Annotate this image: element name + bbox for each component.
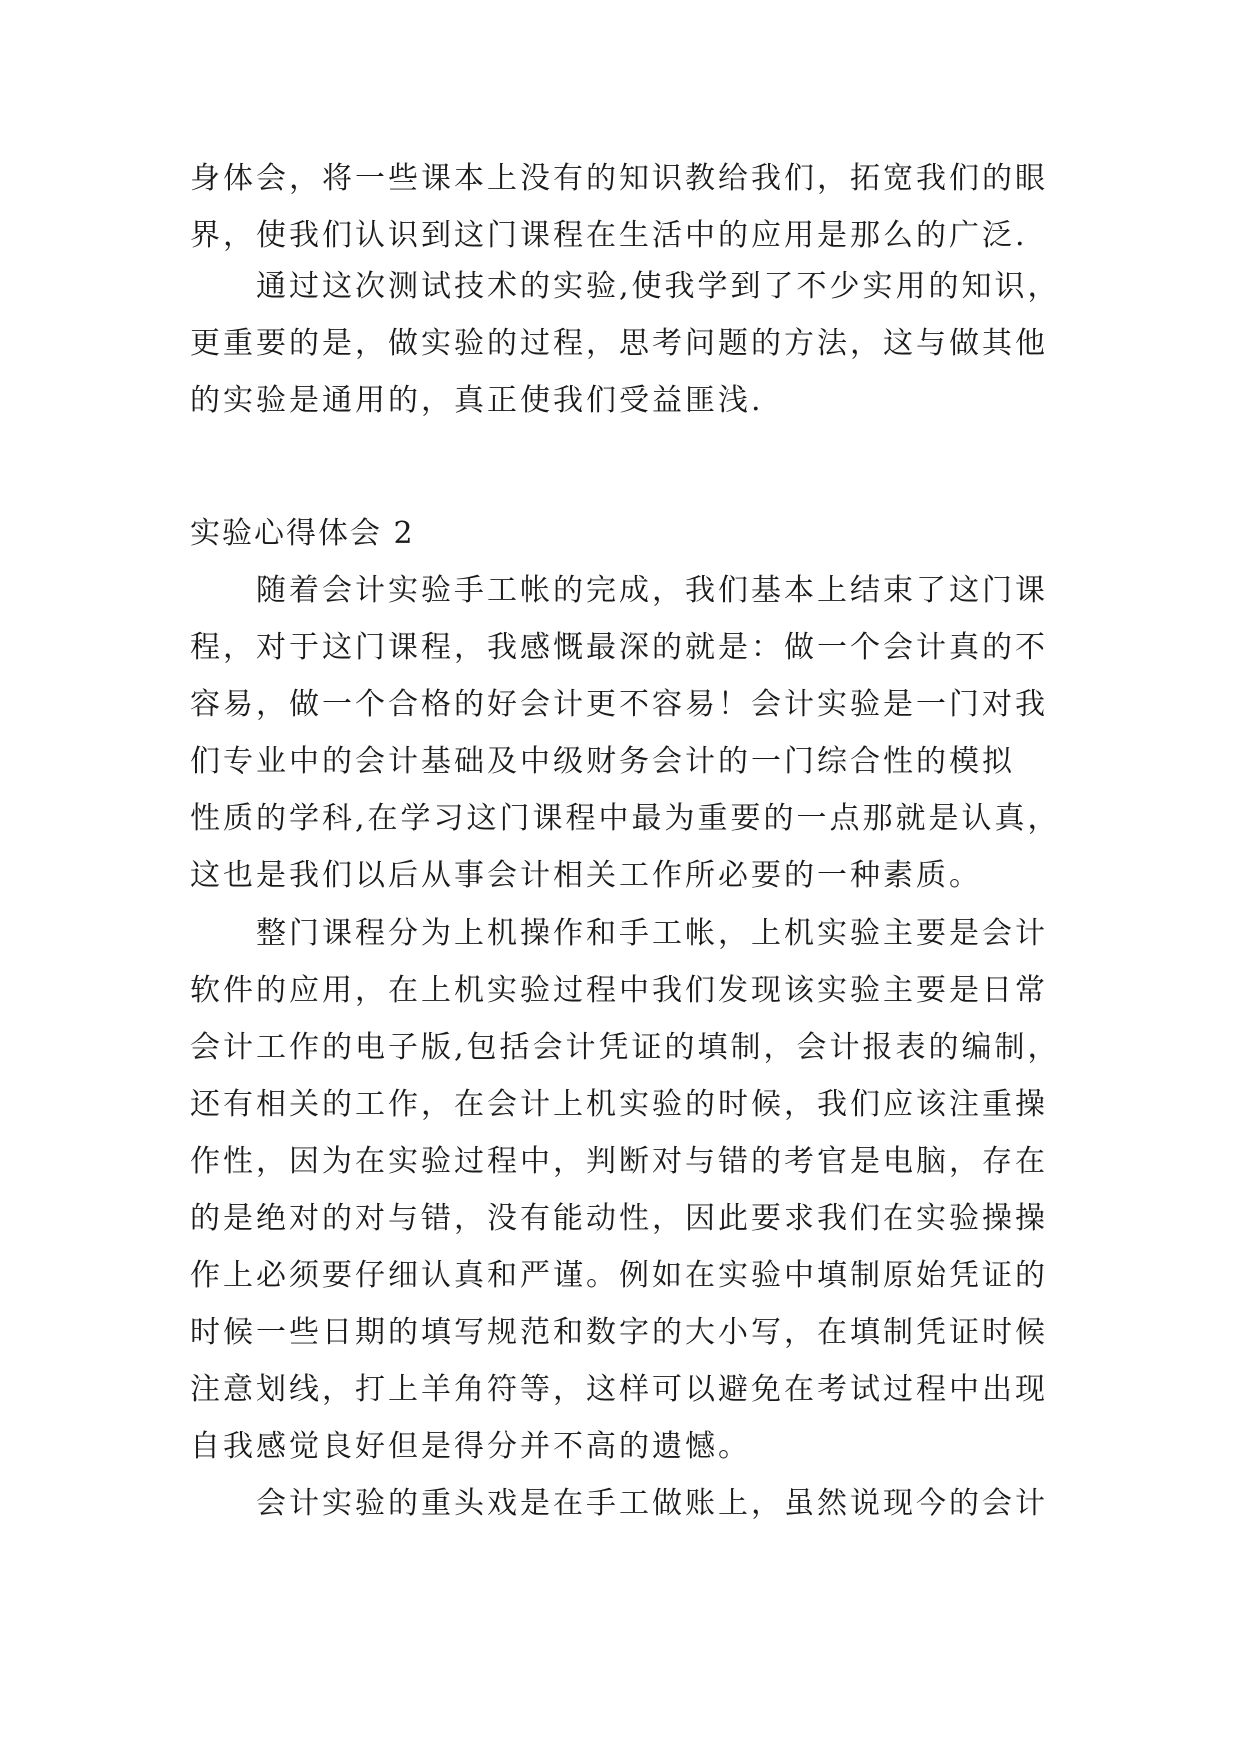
text-line: 们专业中的会计基础及中级财务会计的一门综合性的模拟 — [190, 744, 1015, 779]
text-line: 自我感觉良好但是得分并不高的遗憾。 — [190, 1429, 751, 1464]
text-line: 性质的学科,在学习这门课程中最为重要的一点那就是认真， — [190, 801, 1061, 836]
text-line: 这也是我们以后从事会计相关工作所必要的一种素质。 — [190, 858, 982, 893]
text-line: 还有相关的工作，在会计上机实验的时候，我们应该注重操 — [190, 1087, 1048, 1122]
text-line: 会计实验的重头戏是在手工做账上，虽然说现今的会计 — [256, 1486, 1048, 1521]
text-line: 随着会计实验手工帐的完成，我们基本上结束了这门课 — [256, 573, 1048, 608]
text-line: 软件的应用，在上机实验过程中我们发现该实验主要是日常 — [190, 973, 1048, 1008]
text-line: 更重要的是，做实验的过程，思考问题的方法，这与做其他 — [190, 326, 1048, 361]
text-line: 身体会，将一些课本上没有的知识教给我们，拓宽我们的眼 — [190, 161, 1048, 196]
text-line: 程，对于这门课程，我感慨最深的就是：做一个会计真的不 — [190, 630, 1048, 665]
text-line: 作上必须要仔细认真和严谨。例如在实验中填制原始凭证的 — [190, 1258, 1048, 1293]
text-line: 整门课程分为上机操作和手工帐，上机实验主要是会计 — [256, 916, 1048, 951]
text-line: 时候一些日期的填写规范和数字的大小写，在填制凭证时候 — [190, 1315, 1048, 1350]
text-line: 作性，因为在实验过程中，判断对与错的考官是电脑，存在 — [190, 1144, 1048, 1179]
text-line: 界，使我们认识到这门课程在生活中的应用是那么的广泛. — [190, 218, 1028, 253]
text-line: 会计工作的电子版,包括会计凭证的填制，会计报表的编制， — [190, 1030, 1061, 1065]
text-line: 的实验是通用的，真正使我们受益匪浅. — [190, 383, 764, 418]
text-line: 的是绝对的对与错，没有能动性，因此要求我们在实验操操 — [190, 1201, 1048, 1236]
text-line: 通过这次测试技术的实验,使我学到了不少实用的知识， — [256, 269, 1061, 304]
section-heading: 实验心得体会 2 — [190, 516, 415, 551]
text-line: 容易，做一个合格的好会计更不容易！会计实验是一门对我 — [190, 687, 1048, 722]
text-line: 注意划线，打上羊角符等，这样可以避免在考试过程中出现 — [190, 1372, 1048, 1407]
